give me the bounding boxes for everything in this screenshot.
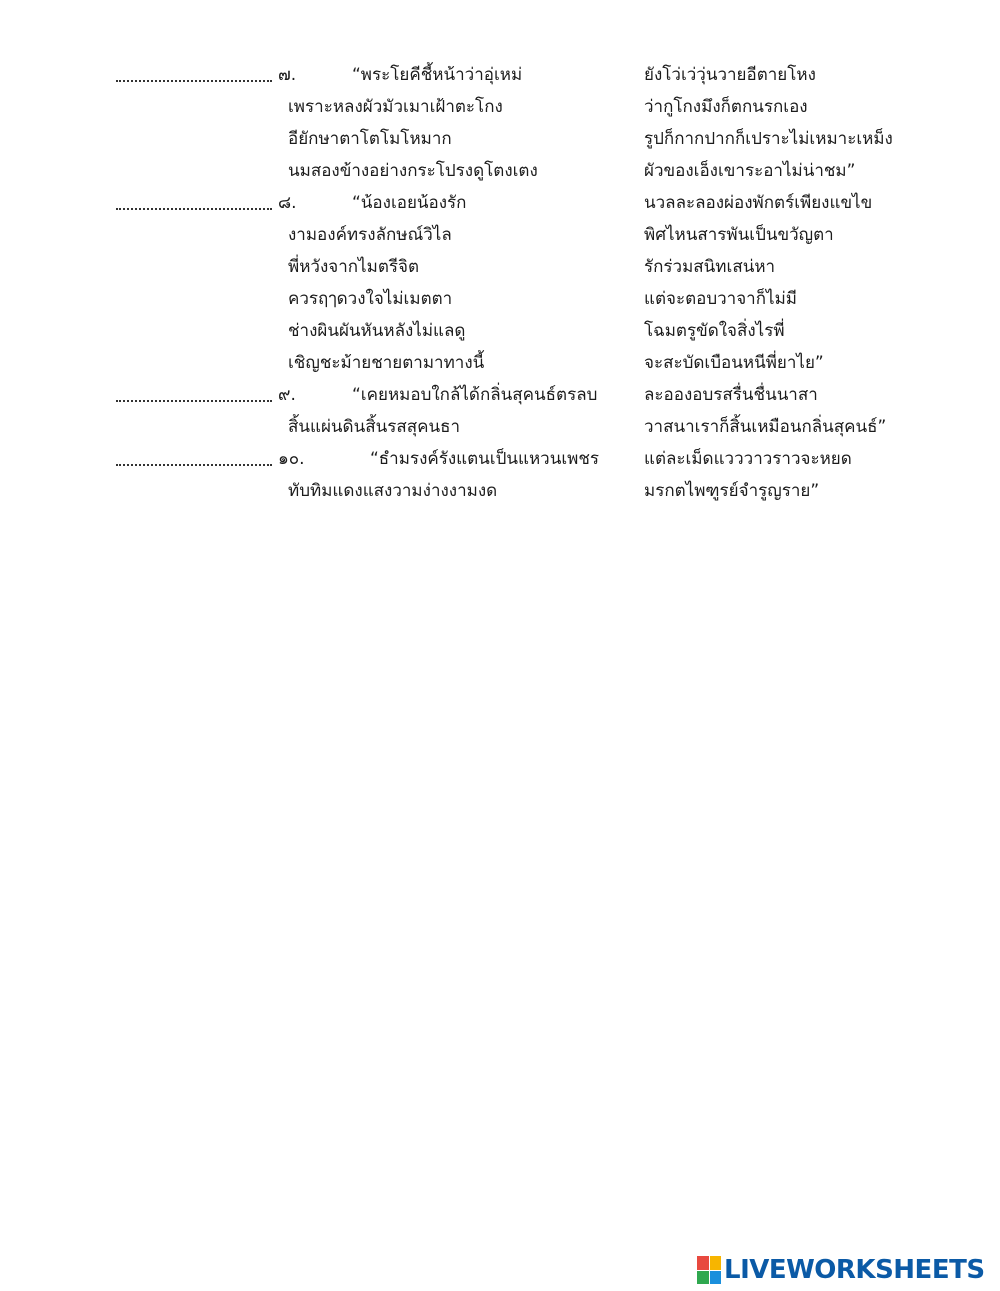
verse-left: พี่หวังจากไมตรีจิต (288, 257, 419, 277)
verse-left: อียักษาตาโตโมโหมาก (288, 129, 452, 149)
verse-right: แต่จะตอบวาจาก็ไม่มี (644, 289, 797, 309)
verse-left: นมสองข้างอย่างกระโปรงดูโตงเตง (288, 161, 538, 181)
logo-square (697, 1256, 709, 1270)
verse-right: โฉมตรูขัดใจสิ่งไรพี่ (644, 321, 785, 341)
verse-right: ยังโว่เว่วุ่นวายอีตายโหง (644, 65, 816, 85)
verse-right: ว่ากูโกงมึงก็ตกนรกเอง (644, 97, 808, 117)
answer-blank-7[interactable] (116, 64, 274, 86)
answer-blank-9[interactable] (116, 384, 274, 406)
verse-right: ละอองอบรสรื่นชื่นนาสา (644, 385, 818, 405)
logo-square (697, 1271, 709, 1285)
verse-left: ช่างผินผันหันหลังไม่แลดู (288, 321, 466, 341)
verse-right: พิศไหนสารพันเป็นขวัญตา (644, 225, 834, 245)
liveworksheets-icon (697, 1256, 721, 1284)
verse-right: นวลละลองผ่องพักตร์เพียงแขไข (644, 193, 873, 213)
logo-square (710, 1256, 722, 1270)
liveworksheets-logo (697, 1253, 985, 1287)
verse-left: เพราะหลงผัวมัวเมาเฝ้าตะโกง (288, 97, 503, 117)
verse-right: แต่ละเม็ดแวววาวราวจะหยด (644, 449, 852, 469)
verse-right: มรกตไพฑูรย์จำรูญราย” (644, 481, 820, 501)
verse-left: ควรฤๅดวงใจไม่เมตตา (288, 289, 453, 309)
verse-left: เชิญชะม้ายชายตามาทางนี้ (288, 353, 485, 373)
answer-blank-8[interactable] (116, 192, 274, 214)
verse-left: ทับทิมแดงแสงวามง่างงามงด (288, 481, 498, 501)
item-number: ๙. (278, 385, 296, 405)
item-number: ๘. (278, 193, 297, 213)
item-number: ๗. (278, 65, 297, 85)
verse-left: “น้องเอยน้องรัก (352, 193, 467, 213)
verse-right: จะสะบัดเบือนหนีพี่ยาไย” (644, 353, 824, 373)
verse-right: รูปก็กากปากก็เปราะไม่เหมาะเหม็ง (644, 129, 893, 149)
verse-left: งามองค์ทรงลักษณ์วิไล (288, 225, 452, 245)
answer-blank-10[interactable] (116, 448, 274, 470)
verse-right: รักร่วมสนิทเสน่หา (644, 257, 776, 277)
verse-left: “ธำมรงค์รังแตนเป็นแหวนเพชร (370, 449, 600, 469)
verse-left: สิ้นแผ่นดินสิ้นรสสุคนธา (288, 417, 460, 437)
logo-text: LIVEWORKSHEETS (724, 1255, 985, 1285)
verse-left: “พระโยคีชี้หน้าว่าอุ่เหม่ (352, 65, 523, 85)
logo-square (710, 1271, 722, 1285)
verse-left: “เคยหมอบใกล้ได้กลิ่นสุคนธ์ตรลบ (352, 385, 598, 405)
verse-right: ผัวของเอ็งเขาระอาไม่น่าชม” (644, 161, 856, 181)
verse-right: วาสนาเราก็สิ้นเหมือนกลิ่นสุคนธ์” (644, 417, 887, 437)
item-number: ๑๐. (278, 449, 305, 469)
